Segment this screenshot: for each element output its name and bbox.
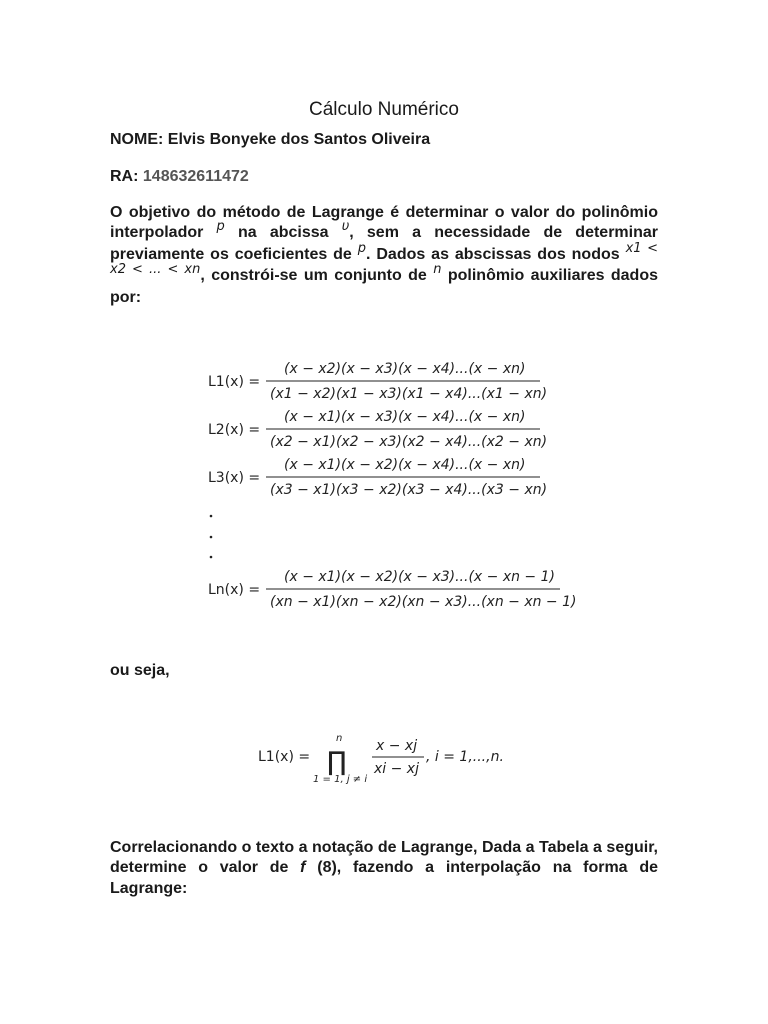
symbol-n: n <box>433 262 442 278</box>
ellipsis-dot <box>210 515 213 518</box>
equation-ln <box>208 569 576 610</box>
ou-seja-text: ou seja, <box>110 662 170 679</box>
product-lhs: L1(x) = <box>258 749 311 765</box>
intro-text-4: . Dados as abscissas dos nodos <box>366 245 620 263</box>
closing-text-2: (8), fazendo a interpolação na forma de Lagrange: <box>110 859 658 897</box>
equation-l2-lhs: L2(x) = <box>208 422 261 438</box>
intro-text-5: , constrói-se um conjunto de <box>200 267 427 285</box>
equation-ln-numerator: (x − x1)(x − x2)(x − x3)...(x − xn − 1) <box>284 569 555 585</box>
equation-l2 <box>208 409 547 450</box>
symbol-p-2: p <box>357 240 367 256</box>
equation-ln-denominator: (xn − x1)(xn − x2)(xn − x3)...(xn − xn − 1) <box>270 594 577 610</box>
ellipsis-dot <box>210 556 213 559</box>
ellipsis-dot <box>210 536 213 539</box>
intro-text-2: na abcissa <box>237 224 329 242</box>
equation-l2-denominator: (x2 − x1)(x2 − x3)(x2 − x4)...(x2 − xn) <box>270 434 548 450</box>
ra-label: RA: <box>110 168 139 185</box>
equation-ln-lhs: Ln(x) = <box>208 582 261 598</box>
equation-l1-numerator: (x − x2)(x − x3)(x − x4)...(x − xn) <box>284 361 526 377</box>
name-value: Elvis Bonyeke dos Santos Oliveira <box>167 131 431 148</box>
ra-value: 148632611472 <box>142 168 249 185</box>
nodes-inequality: x1 < x2 < ... < xn <box>110 240 659 278</box>
equation-l1-lhs: L1(x) = <box>208 374 261 390</box>
product-symbol: ∏ <box>327 747 347 777</box>
product-formula <box>258 733 504 785</box>
closing-paragraph <box>110 838 658 899</box>
equation-l3-lhs: L3(x) = <box>208 470 261 486</box>
equation-l3 <box>208 457 547 498</box>
page-title: Cálculo Numérico <box>309 99 459 120</box>
product-upper-limit: n <box>336 733 343 744</box>
equation-l2-numerator: (x − x1)(x − x3)(x − x4)...(x − xn) <box>284 409 526 425</box>
intro-text-3: , sem a necessidade de determinar previamente os coeficientes de <box>110 224 658 263</box>
intro-text-6: polinômio auxiliares dados por: <box>110 267 659 306</box>
symbol-upsilon: υ <box>341 219 350 235</box>
name-label: NOME: <box>110 131 164 148</box>
product-numerator: x − xj <box>376 738 418 754</box>
equation-l1 <box>208 361 547 402</box>
product-lower-limit: 1 = 1, j ≠ i <box>313 774 368 785</box>
equation-l3-numerator: (x − x1)(x − x2)(x − x4)...(x − xn) <box>284 457 526 473</box>
function-f: f <box>300 859 306 877</box>
equation-l1-denominator: (x1 − x2)(x1 − x3)(x1 − x4)...(x1 − xn) <box>270 386 548 402</box>
product-tail: , i = 1,...,n. <box>426 749 504 765</box>
product-denominator: xi − xj <box>374 761 419 777</box>
symbol-p: p <box>216 219 225 235</box>
closing-text-1: Correlacionando o texto a notação de Lagrange, Dada a Tabela a seguir, determine o valor de <box>110 839 658 877</box>
equation-l3-denominator: (x3 − x1)(x3 − x2)(x3 − x4)...(x3 − xn) <box>270 482 548 498</box>
intro-text-1: O objetivo do método de Lagrange é determinar o valor do polinômio interpolador <box>110 204 658 242</box>
